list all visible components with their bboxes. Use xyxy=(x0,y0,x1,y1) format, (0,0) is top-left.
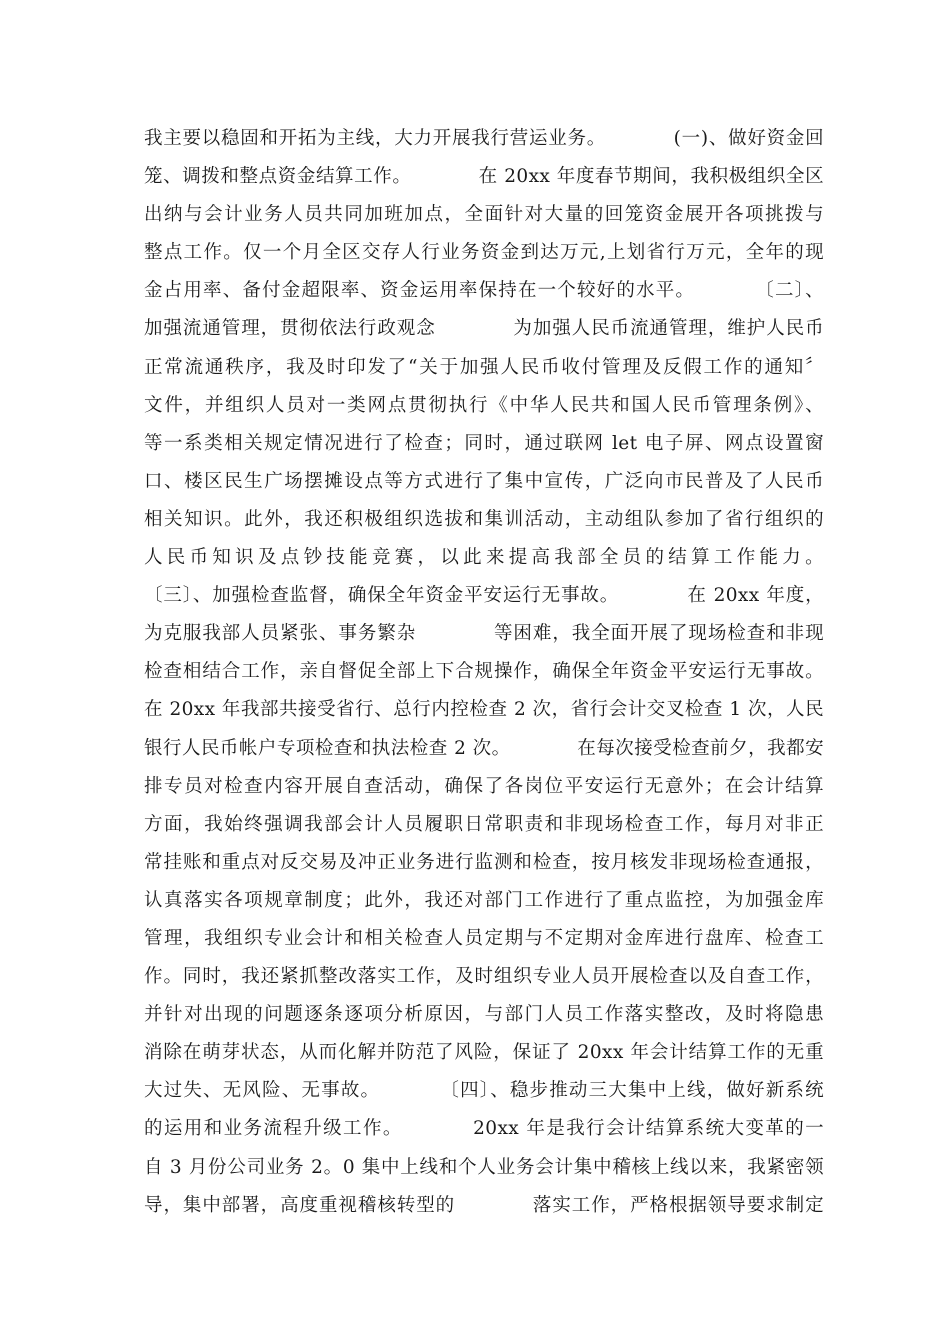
text-line: 我主要以稳固和开拓为主线，大力开展我行营运业务。 (一)、做好资金回 xyxy=(144,128,824,149)
text-line: 文件，并组织人员对一类网点贯彻执行《中华人民共和国人民币管理条例》、 xyxy=(144,394,824,416)
text-line: 导，集中部署，高度重视稽核转型的 落实工作，严格根据领导要求制定 xyxy=(144,1194,824,1216)
text-line: 人民币知识及点钞技能竞赛，以此来提高我部全员的结算工作能力。 xyxy=(144,547,824,569)
text-line: 为克服我部人员紧张、事务繁杂 等困难，我全面开展了现场检查和非现 xyxy=(144,623,824,645)
text-line: 常挂账和重点对反交易及冲正业务进行监测和检查，按月核发非现场检查通报， xyxy=(144,851,824,873)
text-line: 的运用和业务流程升级工作。 20xx 年是我行会计结算系统大变革的一 xyxy=(144,1118,824,1140)
text-line: 消除在萌芽状态，从而化解并防范了风险，保证了 20xx 年会计结算工作的无重 xyxy=(144,1042,824,1064)
text-line: 自 3 月份公司业务 2。0 集中上线和个人业务会计集中稽核上线以来，我紧密领 xyxy=(144,1156,824,1178)
text-line: 在 20xx 年我部共接受省行、总行内控检查 2 次，省行会计交叉检查 1 次，人民 xyxy=(144,699,824,721)
text-line: 笼、调拨和整点资金结算工作。 在 20xx 年度春节期间，我积极组织全区 xyxy=(144,166,824,188)
text-line: 整点工作。仅一个月全区交存人行业务资金到达万元,上划省行万元，全年的现 xyxy=(144,242,824,264)
text-line: 认真落实各项规章制度；此外，我还对部门工作进行了重点监控，为加强金库 xyxy=(144,889,824,911)
text-line: 银行人民币帐户专项检查和执法检查 2 次。 在每次接受检查前夕，我都安 xyxy=(144,737,824,759)
text-line: 口、楼区民生广场摆摊设点等方式进行了集中宣传，广泛向市民普及了人民币 xyxy=(144,470,824,492)
text-line: 排专员对检查内容开展自查活动，确保了各岗位平安运行无意外；在会计结算 xyxy=(144,775,824,797)
text-line: 方面，我始终强调我部会计人员履职日常职责和非现场检查工作，每月对非正 xyxy=(144,813,824,835)
text-line: 〔三〕、加强检查监督，确保全年资金平安运行无事故。 在 20xx 年度， xyxy=(144,585,824,607)
body-text xyxy=(144,120,824,1225)
text-line: 正常流通秩序，我及时印发了“关于加强人民币收付管理及反假工作的通知〞 xyxy=(144,356,824,378)
text-line: 并针对出现的问题逐条逐项分析原因，与部门人员工作落实整改，及时将隐患 xyxy=(144,1004,824,1026)
text-line: 加强流通管理，贯彻依法行政观念 为加强人民币流通管理，维护人民币 xyxy=(144,318,824,340)
text-line: 金占用率、备付金超限率、资金运用率保持在一个较好的水平。 〔二〕、 xyxy=(144,280,824,302)
text-line: 大过失、无风险、无事故。 〔四〕、稳步推动三大集中上线，做好新系统 xyxy=(144,1080,824,1102)
text-line: 管理，我组织专业会计和相关检查人员定期与不定期对金库进行盘库、检查工 xyxy=(144,927,824,949)
text-line: 相关知识。此外，我还积极组织选拔和集训活动，主动组队参加了省行组织的 xyxy=(144,508,824,530)
text-line: 等一系类相关规定情况进行了检查；同时，通过联网 let 电子屏、网点设置窗 xyxy=(144,432,824,454)
text-line: 作。同时，我还紧抓整改落实工作，及时组织专业人员开展检查以及自查工作， xyxy=(144,966,824,988)
text-line: 检查相结合工作，亲自督促全部上下合规操作，确保全年资金平安运行无事故。 xyxy=(144,661,824,683)
text-line: 出纳与会计业务人员共同加班加点，全面针对大量的回笼资金展开各项挑拨与 xyxy=(144,204,824,226)
